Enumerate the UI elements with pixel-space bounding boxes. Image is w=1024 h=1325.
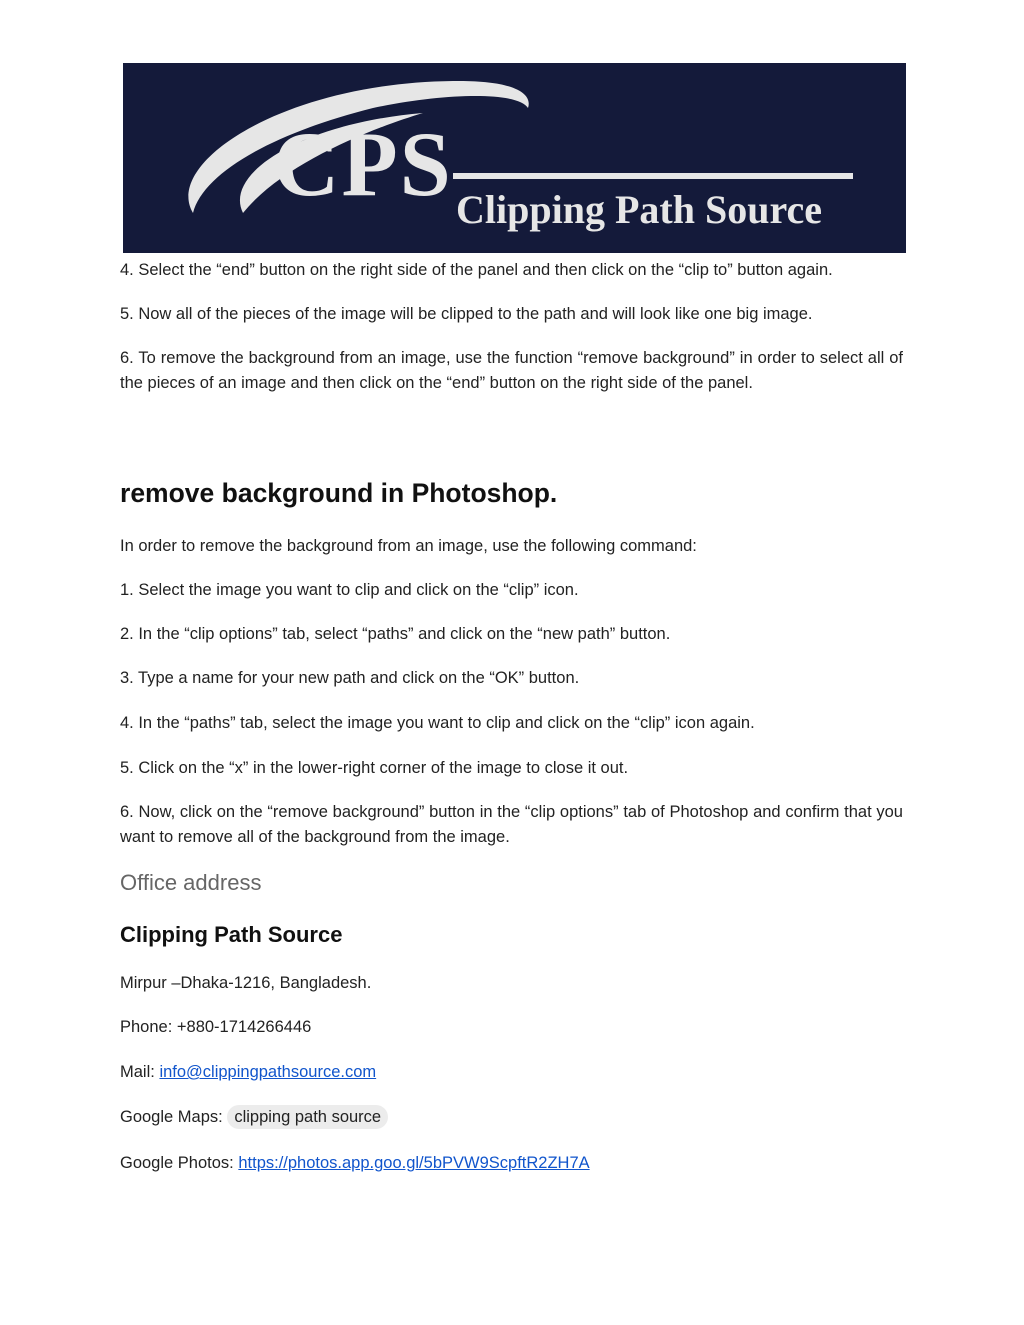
remove-step-5: 5. Click on the “x” in the lower-right corner of the image to close it out. [120, 759, 629, 777]
office-address: Mirpur –Dhaka-1216, Bangladesh. [120, 974, 372, 992]
section-intro: In order to remove the background from an image, use the following command: [120, 537, 697, 555]
mail-link[interactable]: info@clippingpathsource.com [159, 1063, 377, 1081]
maps-chip[interactable]: clipping path source [227, 1105, 388, 1129]
clip-step-6: 6. To remove the background from an image, use the function “remove background” in order to select all of the pieces of an image and then click on the “end” button on the right side of the panel. [120, 349, 903, 392]
remove-step-2: 2. In the “clip options” tab, select “paths” and click on the “new path” button. [120, 625, 671, 643]
logo-rule [453, 173, 853, 179]
remove-step-3: 3. Type a name for your new path and click on the “OK” button. [120, 669, 580, 687]
photos-label: Google Photos: [120, 1154, 234, 1172]
clip-steps [120, 258, 903, 396]
section-heading: remove background in Photoshop. [120, 478, 558, 508]
clip-step-4: 4. Select the “end” button on the right side of the panel and then click on the “clip to” button again. [120, 261, 833, 279]
office-mail [120, 1060, 903, 1085]
office-heading: Office address [120, 870, 262, 895]
logo-banner [123, 63, 906, 253]
logo-mark: CPS [273, 113, 453, 215]
office-maps [120, 1105, 903, 1130]
photos-link[interactable]: https://photos.app.goo.gl/5bPVW9ScpftR2ZH7A [238, 1154, 590, 1172]
maps-label: Google Maps: [120, 1108, 223, 1126]
logo-wordmark: Clipping Path Source [456, 187, 822, 232]
remove-step-4: 4. In the “paths” tab, select the image you want to clip and click on the “clip” icon again. [120, 714, 755, 732]
clip-step-5: 5. Now all of the pieces of the image will be clipped to the path and will look like one big image. [120, 305, 813, 323]
office-photos [120, 1151, 903, 1176]
remove-step-6: 6. Now, click on the “remove background” button in the “clip options” tab of Photoshop and confirm that you want to remove all of the background from the image. [120, 803, 903, 846]
remove-step-1: 1. Select the image you want to clip and click on the “clip” icon. [120, 581, 579, 599]
office-phone: Phone: +880-1714266446 [120, 1018, 312, 1036]
cps-logo-image [123, 63, 906, 253]
mail-label: Mail: [120, 1063, 155, 1081]
company-name: Clipping Path Source [120, 922, 343, 947]
